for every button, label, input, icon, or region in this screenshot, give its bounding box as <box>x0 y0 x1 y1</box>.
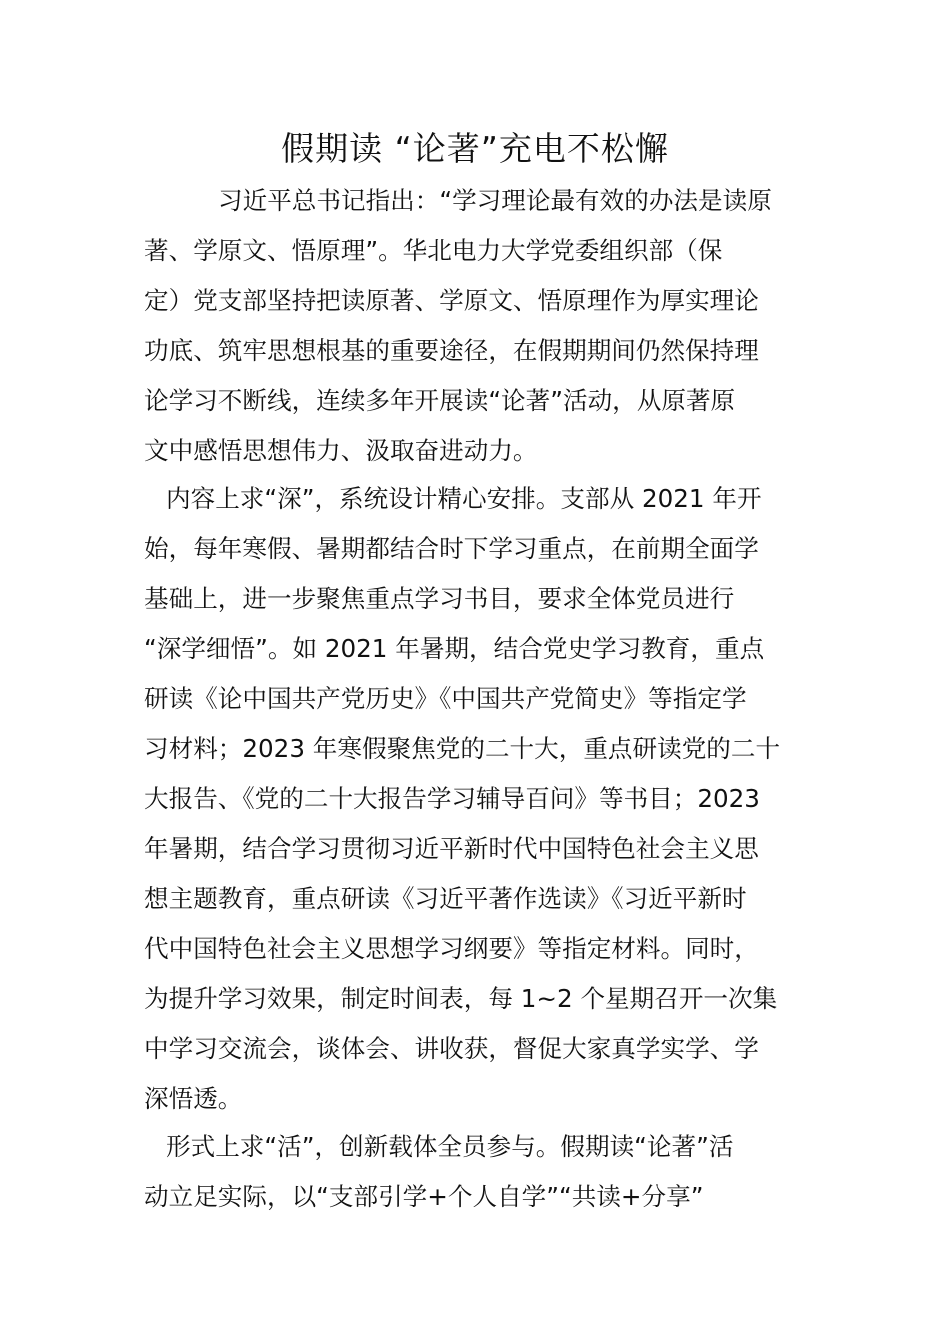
paragraph-line: “深学细悟”。如 2021 年暑期，结合党史学习教育，重点 <box>144 634 765 663</box>
paragraph-line: 为提升学习效果，制定时间表，每 1~2 个星期召开一次集 <box>144 984 778 1013</box>
paragraph-line: 内容上求“深”，系统设计精心安排。支部从 2021 年开 <box>166 484 762 513</box>
paragraph-line: 研读《论中国共产党历史》《中国共产党简史》等指定学 <box>144 684 747 713</box>
document-title: 假期读 “论著”充电不松懈 <box>281 129 669 168</box>
paragraph-line: 习材料；2023 年寒假聚焦党的二十大，重点研读党的二十 <box>144 734 781 763</box>
paragraph-line: 形式上求“活”，创新载体全员参与。假期读“论著”活 <box>166 1132 734 1161</box>
paragraph-line: 深悟透。 <box>144 1084 243 1113</box>
paragraph-line: 动立足实际，以“支部引学+个人自学”“共读+分享” <box>144 1182 704 1211</box>
paragraph-line: 始，每年寒假、暑期都结合时下学习重点，在前期全面学 <box>144 534 759 563</box>
paragraph-line: 大报告、《党的二十大报告学习辅导百问》等书目；2023 <box>144 784 760 813</box>
paragraph-line: 著、学原文、悟原理”。华北电力大学党委组织部（保 <box>144 236 723 265</box>
paragraph-line: 想主题教育，重点研读《习近平著作选读》《习近平新时 <box>144 884 747 913</box>
paragraph-line: 中学习交流会，谈体会、讲收获，督促大家真学实学、学 <box>144 1034 759 1063</box>
paragraph-line: 基础上，进一步聚焦重点学习书目，要求全体党员进行 <box>144 584 735 613</box>
paragraph-line: 年暑期，结合学习贯彻习近平新时代中国特色社会主义思 <box>144 834 759 863</box>
paragraph-line: 论学习不断线，连续多年开展读“论著”活动，从原著原 <box>144 386 736 415</box>
paragraph-line: 定）党支部坚持把读原著、学原文、悟原理作为厚实理论 <box>144 286 759 315</box>
paragraph-line: 代中国特色社会主义思想学习纲要》等指定材料。同时， <box>144 934 759 963</box>
paragraph-line: 文中感悟思想伟力、汲取奋进动力。 <box>144 436 538 465</box>
paragraph-line: 习近平总书记指出：“学习理论最有效的办法是读原 <box>218 186 772 215</box>
paragraph-line: 功底、筑牢思想根基的重要途径，在假期期间仍然保持理 <box>144 336 759 365</box>
